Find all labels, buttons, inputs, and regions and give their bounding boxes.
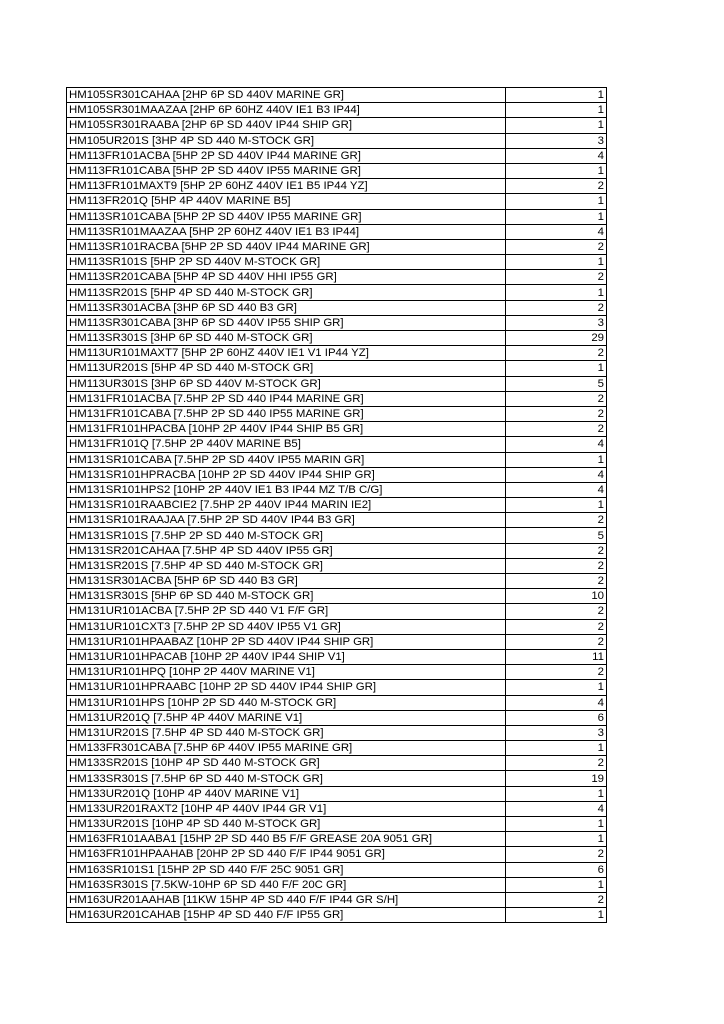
table-row: [67, 756, 607, 771]
item-description-cell: HM131SR101HPRACBA [10HP 2P SD 440V IP44 SHIP GR]: [67, 467, 506, 482]
item-quantity-cell: 2: [506, 406, 607, 421]
item-description-cell: HM131UR101HPACAB [10HP 2P 440V IP44 SHIP V1]: [67, 649, 506, 664]
table-row: [67, 832, 607, 847]
item-quantity-cell: 29: [506, 331, 607, 346]
table-row: [67, 300, 607, 315]
item-description-cell: HM113UR101MAXT7 [5HP 2P 60HZ 440V IE1 V1 IP44 YZ]: [67, 346, 506, 361]
item-quantity-cell: 2: [506, 574, 607, 589]
item-quantity-cell: 2: [506, 346, 607, 361]
item-description-cell: HM105UR201S [3HP 4P SD 440 M-STOCK GR]: [67, 133, 506, 148]
item-description-cell: HM163SR301S [7.5KW-10HP 6P SD 440 F/F 20C GR]: [67, 877, 506, 892]
item-description-cell: HM131SR301ACBA [5HP 6P SD 440 B3 GR]: [67, 574, 506, 589]
item-quantity-cell: 19: [506, 771, 607, 786]
table-row: [67, 255, 607, 270]
item-description-cell: HM131SR201S [7.5HP 4P SD 440 M-STOCK GR]: [67, 558, 506, 573]
table-row: [67, 725, 607, 740]
table-row: [67, 604, 607, 619]
item-quantity-cell: 1: [506, 255, 607, 270]
item-quantity-cell: 1: [506, 88, 607, 103]
table-row: [67, 331, 607, 346]
item-description-cell: HM133FR301CABA [7.5HP 6P 440V IP55 MARINE GR]: [67, 741, 506, 756]
item-description-cell: HM131UR101HPQ [10HP 2P 440V MARINE V1]: [67, 665, 506, 680]
table-row: [67, 391, 607, 406]
table-row: [67, 801, 607, 816]
inventory-table: [66, 87, 607, 923]
table-row: [67, 649, 607, 664]
item-quantity-cell: 2: [506, 543, 607, 558]
table-row: [67, 422, 607, 437]
table-row: [67, 665, 607, 680]
item-description-cell: HM105SR301RAABA [2HP 6P SD 440V IP44 SHIP GR]: [67, 118, 506, 133]
item-description-cell: HM131UR101ACBA [7.5HP 2P SD 440 V1 F/F GR]: [67, 604, 506, 619]
item-quantity-cell: 1: [506, 361, 607, 376]
table-row: [67, 892, 607, 907]
item-description-cell: HM113SR301CABA [3HP 6P SD 440V IP55 SHIP GR]: [67, 315, 506, 330]
item-description-cell: HM133UR201Q [10HP 4P 440V MARINE V1]: [67, 786, 506, 801]
item-quantity-cell: 2: [506, 300, 607, 315]
item-description-cell: HM105SR301CAHAA [2HP 6P SD 440V MARINE GR]: [67, 88, 506, 103]
item-description-cell: HM113SR301S [3HP 6P SD 440 M-STOCK GR]: [67, 331, 506, 346]
inventory-table-body: [67, 88, 607, 923]
table-row: [67, 163, 607, 178]
item-description-cell: HM113FR201Q [5HP 4P 440V MARINE B5]: [67, 194, 506, 209]
item-quantity-cell: 1: [506, 103, 607, 118]
item-description-cell: HM113SR101S [5HP 2P SD 440V M-STOCK GR]: [67, 255, 506, 270]
item-description-cell: HM131UR101HPS [10HP 2P SD 440 M-STOCK GR]: [67, 695, 506, 710]
item-quantity-cell: 2: [506, 270, 607, 285]
item-quantity-cell: 4: [506, 801, 607, 816]
item-description-cell: HM131FR101CABA [7.5HP 2P SD 440 IP55 MARINE GR]: [67, 406, 506, 421]
item-quantity-cell: 2: [506, 847, 607, 862]
item-quantity-cell: 2: [506, 179, 607, 194]
table-row: [67, 558, 607, 573]
table-row: [67, 270, 607, 285]
item-description-cell: HM113SR101CABA [5HP 2P SD 440V IP55 MARINE GR]: [67, 209, 506, 224]
item-description-cell: HM113FR101ACBA [5HP 2P SD 440V IP44 MARINE GR]: [67, 148, 506, 163]
item-description-cell: HM113SR101MAAZAA [5HP 2P 60HZ 440V IE1 B3 IP44]: [67, 224, 506, 239]
item-quantity-cell: 4: [506, 437, 607, 452]
item-description-cell: HM113SR201S [5HP 4P SD 440 M-STOCK GR]: [67, 285, 506, 300]
table-row: [67, 619, 607, 634]
table-row: [67, 148, 607, 163]
item-description-cell: HM133SR201S [10HP 4P SD 440 M-STOCK GR]: [67, 756, 506, 771]
table-row: [67, 194, 607, 209]
table-row: [67, 847, 607, 862]
table-row: [67, 741, 607, 756]
item-quantity-cell: 1: [506, 741, 607, 756]
item-quantity-cell: 1: [506, 209, 607, 224]
table-row: [67, 437, 607, 452]
table-row: [67, 589, 607, 604]
table-row: [67, 467, 607, 482]
item-description-cell: HM131SR101RAAJAA [7.5HP 2P SD 440V IP44 B3 GR]: [67, 513, 506, 528]
item-description-cell: HM163FR101HPAAHAB [20HP 2P SD 440 F/F IP44 9051 GR]: [67, 847, 506, 862]
item-description-cell: HM105SR301MAAZAA [2HP 6P 60HZ 440V IE1 B3 IP44]: [67, 103, 506, 118]
item-quantity-cell: 2: [506, 391, 607, 406]
item-description-cell: HM133UR201RAXT2 [10HP 4P 440V IP44 GR V1]: [67, 801, 506, 816]
item-quantity-cell: 3: [506, 725, 607, 740]
table-row: [67, 817, 607, 832]
item-quantity-cell: 2: [506, 892, 607, 907]
item-quantity-cell: 1: [506, 118, 607, 133]
table-row: [67, 771, 607, 786]
item-description-cell: HM131FR101Q [7.5HP 2P 440V MARINE B5]: [67, 437, 506, 452]
table-row: [67, 346, 607, 361]
table-row: [67, 361, 607, 376]
item-description-cell: HM163SR101S1 [15HP 2P SD 440 F/F 25C 9051 GR]: [67, 862, 506, 877]
item-quantity-cell: 2: [506, 665, 607, 680]
item-quantity-cell: 6: [506, 710, 607, 725]
item-quantity-cell: 3: [506, 133, 607, 148]
item-quantity-cell: 2: [506, 619, 607, 634]
item-description-cell: HM131FR101ACBA [7.5HP 2P SD 440 IP44 MARINE GR]: [67, 391, 506, 406]
item-description-cell: HM131SR201CAHAA [7.5HP 4P SD 440V IP55 GR]: [67, 543, 506, 558]
table-row: [67, 695, 607, 710]
table-row: [67, 224, 607, 239]
item-description-cell: HM113UR301S [3HP 6P SD 440V M-STOCK GR]: [67, 376, 506, 391]
table-row: [67, 710, 607, 725]
item-description-cell: HM133UR201S [10HP 4P SD 440 M-STOCK GR]: [67, 817, 506, 832]
table-row: [67, 452, 607, 467]
item-quantity-cell: 1: [506, 832, 607, 847]
item-description-cell: HM113FR101MAXT9 [5HP 2P 60HZ 440V IE1 B5 IP44 YZ]: [67, 179, 506, 194]
item-description-cell: HM131UR101HPRAABC [10HP 2P SD 440V IP44 SHIP GR]: [67, 680, 506, 695]
item-quantity-cell: 1: [506, 194, 607, 209]
item-quantity-cell: 1: [506, 680, 607, 695]
item-quantity-cell: 2: [506, 634, 607, 649]
table-row: [67, 786, 607, 801]
item-quantity-cell: 4: [506, 148, 607, 163]
table-row: [67, 513, 607, 528]
item-quantity-cell: 1: [506, 817, 607, 832]
item-description-cell: HM163UR201CAHAB [15HP 4P SD 440 F/F IP55 GR]: [67, 908, 506, 923]
table-row: [67, 315, 607, 330]
item-description-cell: HM131UR201S [7.5HP 4P SD 440 M-STOCK GR]: [67, 725, 506, 740]
item-quantity-cell: 1: [506, 786, 607, 801]
item-quantity-cell: 2: [506, 422, 607, 437]
item-quantity-cell: 11: [506, 649, 607, 664]
table-row: [67, 179, 607, 194]
item-quantity-cell: 1: [506, 163, 607, 178]
table-row: [67, 209, 607, 224]
table-row: [67, 908, 607, 923]
item-quantity-cell: 1: [506, 498, 607, 513]
table-row: [67, 862, 607, 877]
item-description-cell: HM131UR201Q [7.5HP 4P 440V MARINE V1]: [67, 710, 506, 725]
item-quantity-cell: 5: [506, 528, 607, 543]
item-description-cell: HM131UR101HPAABAZ [10HP 2P SD 440V IP44 SHIP GR]: [67, 634, 506, 649]
item-quantity-cell: 4: [506, 224, 607, 239]
item-quantity-cell: 2: [506, 513, 607, 528]
table-row: [67, 406, 607, 421]
item-description-cell: HM131UR101CXT3 [7.5HP 2P SD 440V IP55 V1 GR]: [67, 619, 506, 634]
item-description-cell: HM113SR201CABA [5HP 4P SD 440V HHI IP55 GR]: [67, 270, 506, 285]
item-quantity-cell: 1: [506, 285, 607, 300]
item-quantity-cell: 2: [506, 756, 607, 771]
item-quantity-cell: 1: [506, 452, 607, 467]
item-description-cell: HM131SR101HPS2 [10HP 2P 440V IE1 B3 IP44 MZ T/B C/G]: [67, 482, 506, 497]
item-quantity-cell: 5: [506, 376, 607, 391]
item-quantity-cell: 1: [506, 877, 607, 892]
table-row: [67, 498, 607, 513]
item-description-cell: HM131SR101S [7.5HP 2P SD 440 M-STOCK GR]: [67, 528, 506, 543]
table-row: [67, 634, 607, 649]
item-description-cell: HM131SR101CABA [7.5HP 2P SD 440V IP55 MARIN GR]: [67, 452, 506, 467]
table-row: [67, 133, 607, 148]
item-quantity-cell: 2: [506, 239, 607, 254]
table-row: [67, 543, 607, 558]
table-row: [67, 88, 607, 103]
item-quantity-cell: 4: [506, 482, 607, 497]
item-description-cell: HM131FR101HPACBA [10HP 2P 440V IP44 SHIP B5 GR]: [67, 422, 506, 437]
item-description-cell: HM163UR201AAHAB [11KW 15HP 4P SD 440 F/F IP44 GR S/H]: [67, 892, 506, 907]
item-description-cell: HM131SR301S [5HP 6P SD 440 M-STOCK GR]: [67, 589, 506, 604]
item-quantity-cell: 6: [506, 862, 607, 877]
item-quantity-cell: 3: [506, 315, 607, 330]
table-row: [67, 285, 607, 300]
item-description-cell: HM133SR301S [7.5HP 6P SD 440 M-STOCK GR]: [67, 771, 506, 786]
table-row: [67, 680, 607, 695]
table-row: [67, 239, 607, 254]
item-description-cell: HM113SR101RACBA [5HP 2P SD 440V IP44 MARINE GR]: [67, 239, 506, 254]
item-quantity-cell: 10: [506, 589, 607, 604]
item-quantity-cell: 4: [506, 695, 607, 710]
item-description-cell: HM113FR101CABA [5HP 2P SD 440V IP55 MARINE GR]: [67, 163, 506, 178]
table-row: [67, 376, 607, 391]
table-row: [67, 118, 607, 133]
table-row: [67, 877, 607, 892]
item-quantity-cell: 4: [506, 467, 607, 482]
item-description-cell: HM163FR101AABA1 [15HP 2P SD 440 B5 F/F GREASE 20A 9051 GR]: [67, 832, 506, 847]
item-quantity-cell: 2: [506, 604, 607, 619]
item-description-cell: HM131SR101RAABCIE2 [7.5HP 2P 440V IP44 MARIN IE2]: [67, 498, 506, 513]
table-row: [67, 574, 607, 589]
table-row: [67, 482, 607, 497]
item-quantity-cell: 2: [506, 558, 607, 573]
item-quantity-cell: 1: [506, 908, 607, 923]
item-description-cell: HM113UR201S [5HP 4P SD 440 M-STOCK GR]: [67, 361, 506, 376]
table-row: [67, 528, 607, 543]
table-row: [67, 103, 607, 118]
item-description-cell: HM113SR301ACBA [3HP 6P SD 440 B3 GR]: [67, 300, 506, 315]
